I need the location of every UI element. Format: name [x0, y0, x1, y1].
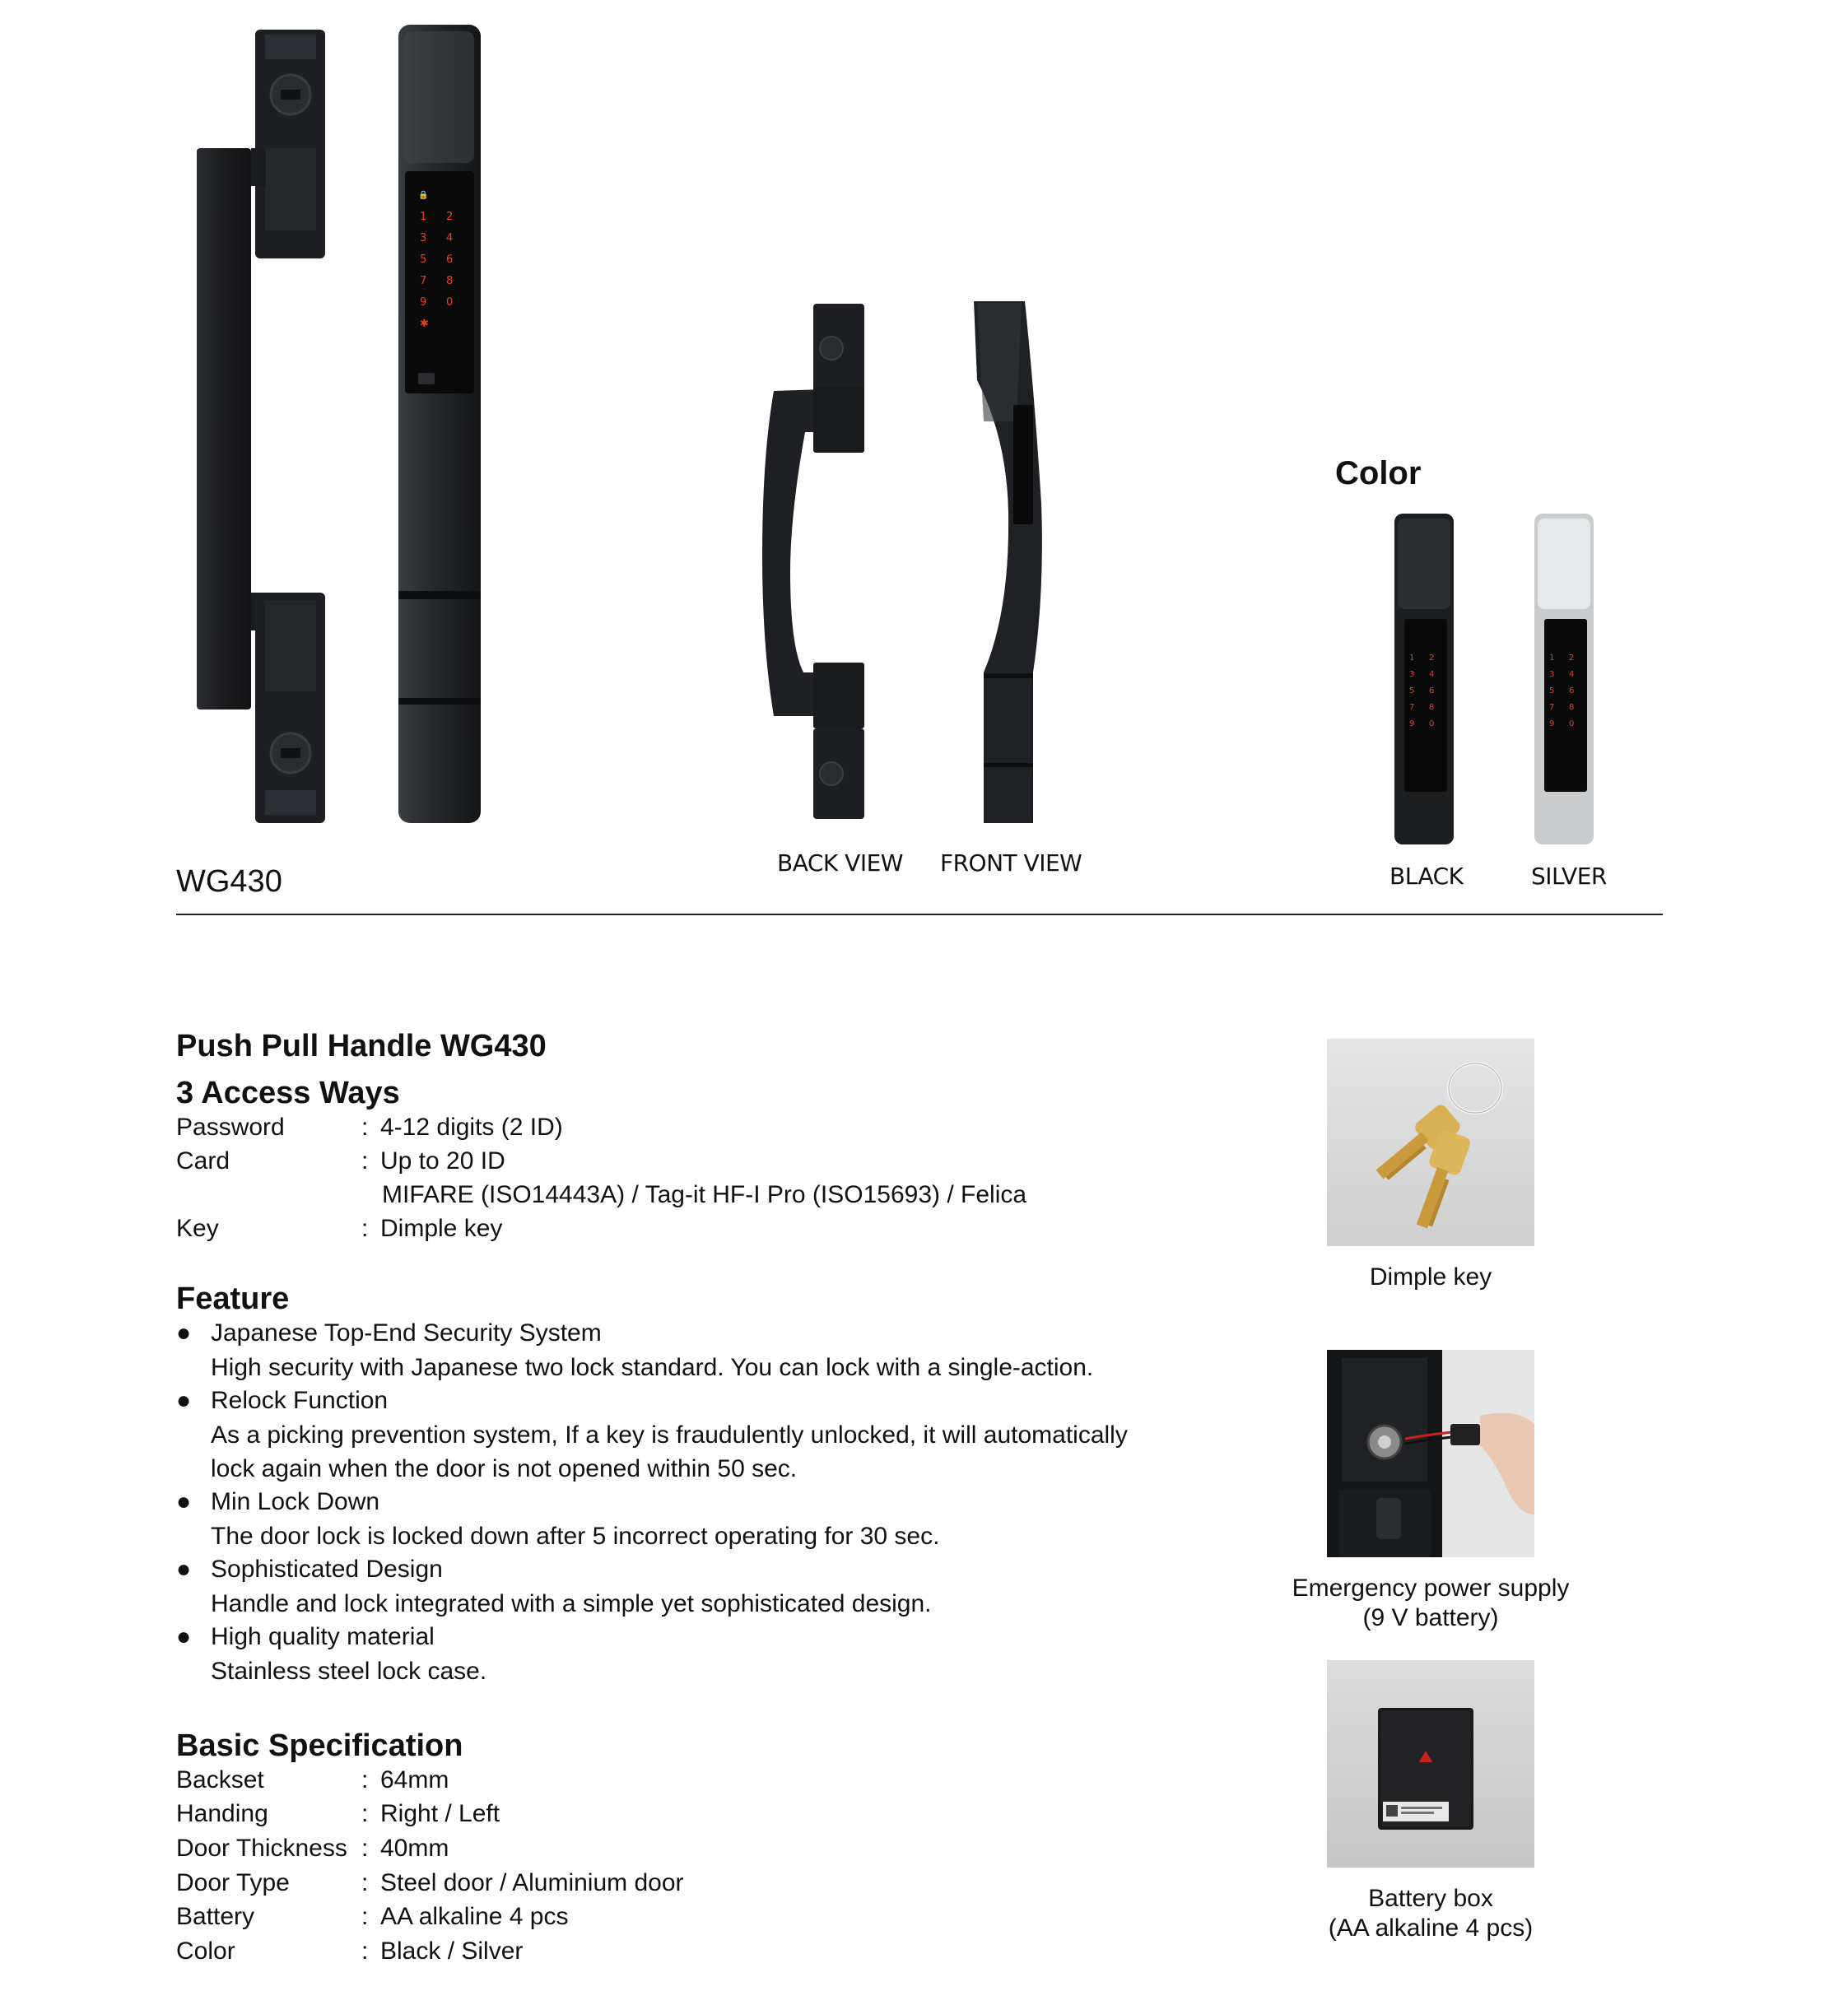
- emergency-power-image: [1327, 1350, 1534, 1557]
- battery-box-image: [1327, 1660, 1534, 1868]
- access-heading: 3 Access Ways: [176, 1076, 400, 1110]
- silver-keypad: 1 2 3 4 5 6 7 8 9 0: [1549, 654, 1575, 728]
- row-sep: :: [361, 1147, 369, 1175]
- keypad-key: ✱: [420, 318, 429, 330]
- feature-description: As a picking prevention system, If a key is fraudulently unlocked, it will automatically: [211, 1421, 1128, 1449]
- row-key: Backset: [176, 1766, 264, 1793]
- bullet-icon: ●: [176, 1623, 192, 1650]
- bullet-icon: ●: [176, 1387, 192, 1414]
- caption-line: (9 V battery): [1362, 1604, 1499, 1631]
- row-value: Black / Silver: [380, 1938, 524, 1965]
- keypad-key: 5: [420, 254, 427, 266]
- row-value: Dimple key: [380, 1215, 503, 1242]
- row-key: Card: [176, 1147, 230, 1175]
- keypad-key: 3: [420, 232, 427, 244]
- row-key: Handing: [176, 1800, 268, 1827]
- card-types: MIFARE (ISO14443A) / Tag-it HF-I Pro (ISO15693) / Felica: [382, 1181, 1027, 1208]
- front-view-caption: FRONT VIEW: [940, 849, 1082, 877]
- row-value: Up to 20 ID: [380, 1147, 505, 1175]
- row-value: Right / Left: [380, 1800, 500, 1827]
- feature-title: Relock Function: [211, 1387, 389, 1414]
- row-value: Steel door / Aluminium door: [380, 1869, 684, 1896]
- caption-line: Dimple key: [1369, 1263, 1492, 1291]
- feature-title: Japanese Top-End Security System: [211, 1319, 602, 1347]
- row-sep: :: [361, 1766, 369, 1793]
- row-sep: :: [361, 1903, 369, 1930]
- front-view-handle-image: [967, 298, 1045, 825]
- model-label: WG430: [176, 864, 282, 899]
- row-value: 64mm: [380, 1766, 449, 1793]
- row-sep: :: [361, 1114, 369, 1141]
- feature-description: The door lock is locked down after 5 incorrect operating for 30 sec.: [211, 1523, 940, 1550]
- bullet-icon: ●: [176, 1488, 192, 1515]
- keypad-key: 0: [446, 296, 454, 309]
- large-back-view-handle-image: [185, 25, 333, 827]
- row-sep: :: [361, 1938, 369, 1965]
- row-key: Password: [176, 1114, 285, 1141]
- feature-description: High security with Japanese two lock standard. You can lock with a single-action.: [211, 1354, 1094, 1381]
- caption-line: (AA alkaline 4 pcs): [1328, 1914, 1534, 1942]
- row-value: AA alkaline 4 pcs: [380, 1903, 569, 1930]
- row-sep: :: [361, 1869, 369, 1896]
- color-heading: Color: [1335, 455, 1422, 491]
- dimple-key-image: [1327, 1039, 1534, 1246]
- silver-caption: SILVER: [1531, 863, 1607, 890]
- keypad-key: 4: [446, 232, 454, 244]
- feature-title: Sophisticated Design: [211, 1556, 443, 1583]
- row-sep: :: [361, 1800, 369, 1827]
- feature-title: Min Lock Down: [211, 1488, 380, 1515]
- black-keypad: 1 2 3 4 5 6 7 8 9 0: [1409, 654, 1435, 728]
- feature-heading: Feature: [176, 1282, 290, 1316]
- keypad-key: 7: [420, 275, 427, 287]
- emergency-power-caption: [1268, 1574, 1594, 1633]
- row-key: Door Thickness: [176, 1835, 347, 1862]
- black-caption: BLACK: [1389, 863, 1464, 890]
- keypad-key: 6: [446, 254, 454, 266]
- row-key: Battery: [176, 1903, 255, 1930]
- dimple-key-caption: [1268, 1263, 1594, 1292]
- row-value: 4-12 digits (2 ID): [380, 1114, 563, 1141]
- row-sep: :: [361, 1215, 369, 1242]
- feature-description: Handle and lock integrated with a simple yet sophisticated design.: [211, 1590, 932, 1617]
- row-value: 40mm: [380, 1835, 449, 1862]
- keypad-key: 8: [446, 275, 454, 287]
- back-view-handle-image: [757, 300, 873, 823]
- section-divider: [176, 914, 1663, 915]
- caption-line: Emergency power supply: [1292, 1575, 1570, 1602]
- spec-heading: Basic Specification: [176, 1728, 463, 1763]
- back-view-caption: BACK VIEW: [777, 849, 903, 877]
- large-keypad: [410, 181, 468, 346]
- feature-description: Stainless steel lock case.: [211, 1658, 487, 1685]
- large-front-view-handle-image: [393, 23, 484, 826]
- keypad-key: 1: [420, 211, 427, 223]
- lock-indicator-icon: 🔒: [418, 191, 429, 200]
- keypad-key: 9: [420, 296, 427, 309]
- bullet-icon: ●: [176, 1319, 192, 1347]
- row-key: Color: [176, 1938, 235, 1965]
- keypad-key: 2: [446, 211, 454, 223]
- row-key: Door Type: [176, 1869, 290, 1896]
- row-sep: :: [361, 1835, 369, 1862]
- caption-line: Battery box: [1368, 1885, 1493, 1912]
- feature-title: High quality material: [211, 1623, 435, 1650]
- bullet-icon: ●: [176, 1556, 192, 1583]
- row-key: Key: [176, 1215, 219, 1242]
- feature-description: lock again when the door is not opened within 50 sec.: [211, 1455, 798, 1482]
- battery-box-caption: [1268, 1884, 1594, 1943]
- product-title: Push Pull Handle WG430: [176, 1029, 547, 1063]
